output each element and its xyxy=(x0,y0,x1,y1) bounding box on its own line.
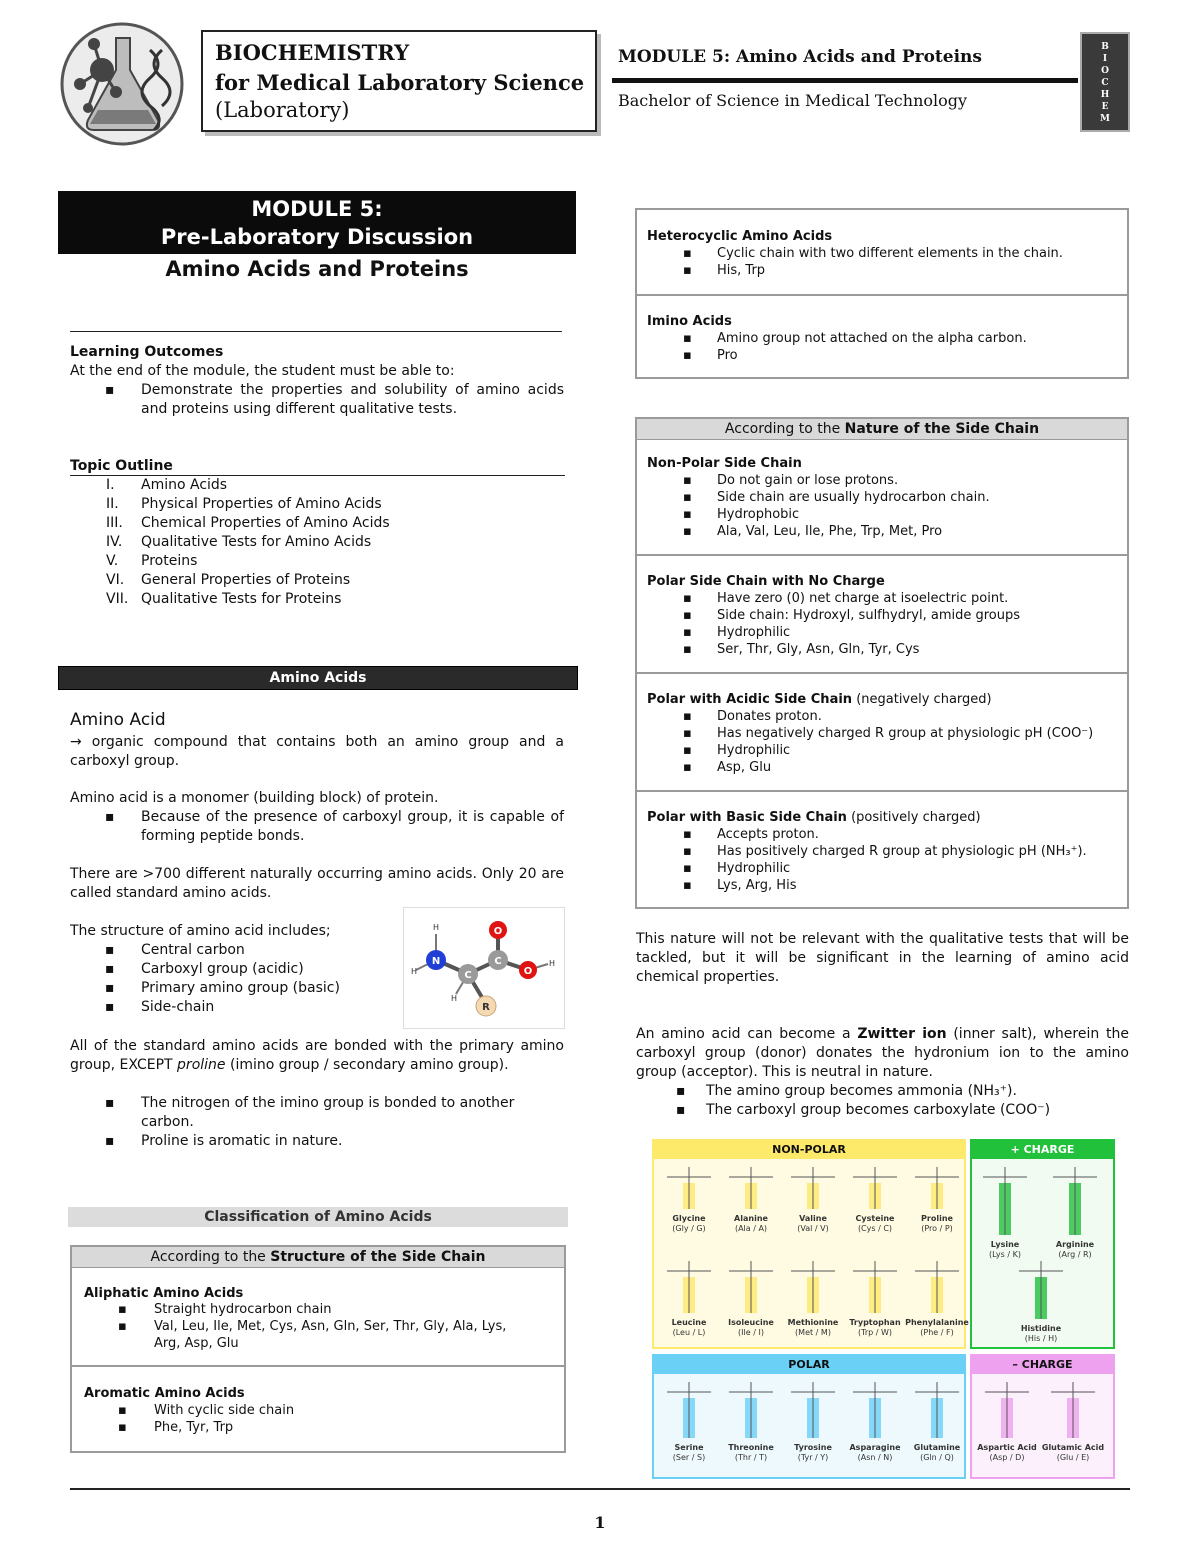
bullet-icon: ▪ xyxy=(118,1302,127,1317)
bullet-icon: ▪ xyxy=(676,1102,686,1118)
amino-acid-name: Glutamine xyxy=(913,1443,961,1452)
nonpolar-title: Non-Polar Side Chain xyxy=(647,456,802,471)
amino-acid-molecule-diagram xyxy=(403,907,565,1029)
structure-sketch-icon xyxy=(723,1380,779,1440)
atom-label: H xyxy=(432,923,440,932)
structure-sketch-icon xyxy=(661,1380,717,1440)
structure-box-header: According to the Structure of the Side Chain xyxy=(72,1247,564,1268)
amino-acid-code: (His / H) xyxy=(1024,1334,1058,1343)
side-tab-letter: M xyxy=(1100,114,1110,124)
nonpolar-panel-title: NON-POLAR xyxy=(654,1141,964,1159)
classification-section-bar: Classification of Amino Acids xyxy=(68,1207,568,1227)
box-separator xyxy=(637,790,1127,792)
side-tab-letter: E xyxy=(1101,102,1109,112)
page-number: 1 xyxy=(594,1513,606,1532)
outline-label: Qualitative Tests for Proteins xyxy=(141,591,342,607)
atom-label: R xyxy=(482,1002,490,1013)
nature-box-header: According to the Nature of the Side Chain xyxy=(637,419,1127,440)
acidic-item: ▪ Donates proton. xyxy=(683,709,822,724)
bullet-icon: ▪ xyxy=(683,861,692,876)
header-rule xyxy=(612,78,1078,83)
structure-item: ▪ Carboxyl group (acidic) xyxy=(105,961,304,977)
basic-item: ▪ Lys, Arg, His xyxy=(683,878,797,893)
polar-item: ▪ Ser, Thr, Gly, Asn, Gln, Tyr, Cys xyxy=(683,642,920,657)
bullet-icon: ▪ xyxy=(105,1133,115,1149)
amino-acid-code: (Leu / L) xyxy=(672,1328,706,1337)
bullet-icon: ▪ xyxy=(683,844,692,859)
learning-outcomes-heading: Learning Outcomes xyxy=(70,344,224,360)
amino-acid-name: Threonine xyxy=(728,1443,774,1452)
side-tab-letter: C xyxy=(1101,78,1109,88)
structure-item: ▪ Central carbon xyxy=(105,942,245,958)
bullet-icon: ▪ xyxy=(683,827,692,842)
bullet-icon: ▪ xyxy=(683,878,692,893)
amino-acid-code: (Glu / E) xyxy=(1056,1453,1090,1462)
structure-sketch-icon xyxy=(723,1165,779,1211)
amino-acid-tile xyxy=(1002,1259,1080,1344)
bullet-icon: ▪ xyxy=(683,490,692,505)
nature-side-chain-box xyxy=(635,417,1129,909)
negative-panel-title: – CHARGE xyxy=(972,1356,1113,1374)
aliphatic-item-cont: Arg, Asp, Glu xyxy=(154,1336,239,1351)
amino-acid-tile xyxy=(1036,1165,1114,1260)
amino-acid-name: Asparagine xyxy=(849,1443,901,1452)
outline-label: Physical Properties of Amino Acids xyxy=(141,496,382,512)
aliphatic-item: ▪ Straight hydrocarbon chain xyxy=(118,1302,332,1317)
amino-acid-name: Tryptophan xyxy=(849,1318,901,1327)
amino-acid-tile xyxy=(898,1165,976,1234)
proline-item: ▪ The nitrogen of the imino group is bonded to another carbon. xyxy=(105,1095,515,1130)
module-banner xyxy=(58,191,576,254)
imino-item: ▪ Amino group not attached on the alpha carbon. xyxy=(683,331,1027,346)
basic-item: ▪ Hydrophilic xyxy=(683,861,791,876)
heterocyclic-item: ▪ Cyclic chain with two different elements in the chain. xyxy=(683,246,1063,261)
outline-number: VII. xyxy=(106,591,129,607)
heterocyclic-title: Heterocyclic Amino Acids xyxy=(647,229,833,244)
amino-acid-code: (Lys / K) xyxy=(989,1250,1021,1259)
structure-sketch-icon xyxy=(1013,1259,1069,1321)
atom-label: H xyxy=(548,959,556,968)
outline-number: IV. xyxy=(106,534,123,550)
structure-sketch-icon xyxy=(661,1165,717,1211)
nonpolar-item: ▪ Hydrophobic xyxy=(683,507,800,522)
structure-sketch-icon xyxy=(785,1380,841,1440)
aromatic-item: ▪ With cyclic side chain xyxy=(118,1403,295,1418)
outline-number: III. xyxy=(106,515,123,531)
positive-panel xyxy=(970,1139,1115,1349)
heterocyclic-item: ▪ His, Trp xyxy=(683,263,766,278)
amino-acid-code: (Pro / P) xyxy=(921,1224,953,1233)
amino-acid-name: Proline xyxy=(921,1214,953,1223)
bullet-icon: ▪ xyxy=(683,524,692,539)
bullet-icon: ▪ xyxy=(105,809,115,825)
acidic-title: Polar with Acidic Side Chain (negatively charged) xyxy=(647,692,992,707)
aromatic-item: ▪ Phe, Tyr, Trp xyxy=(118,1420,234,1435)
imino-title: Imino Acids xyxy=(647,314,732,329)
outline-number: I. xyxy=(106,477,115,493)
bullet-icon: ▪ xyxy=(683,591,692,606)
bullet-icon: ▪ xyxy=(683,263,692,278)
outline-label: General Properties of Proteins xyxy=(141,572,351,588)
acidic-item: ▪ Hydrophilic xyxy=(683,743,791,758)
aromatic-title: Aromatic Amino Acids xyxy=(84,1386,245,1401)
structure-sketch-icon xyxy=(979,1380,1035,1440)
amino-acid-code: (Ile / I) xyxy=(738,1328,764,1337)
amino-acid-tile xyxy=(966,1165,1044,1260)
amino-acid-code: (Cys / C) xyxy=(857,1224,893,1233)
zwitter-text: An amino acid can become a Zwitter ion (inner salt), wherein the carboxyl group (donor) donates the hydronium ion to the amino group (acceptor). This is neutral in nature. xyxy=(636,1026,1129,1080)
amino-acid-code: (Ala / A) xyxy=(734,1224,768,1233)
structure-intro: The structure of amino acid includes; xyxy=(70,923,331,939)
bullet-icon: ▪ xyxy=(105,1095,115,1111)
amino-acid-name: Histidine xyxy=(1020,1324,1062,1333)
bullet-icon: ▪ xyxy=(683,473,692,488)
module-topic: Amino Acids and Proteins xyxy=(165,257,469,281)
outline-number: V. xyxy=(106,553,119,569)
outline-label: Proteins xyxy=(141,553,198,569)
heterocyclic-imino-box xyxy=(635,208,1129,379)
amino-acid-code: (Asn / N) xyxy=(857,1453,893,1462)
course-title-line1: BIOCHEMISTRY xyxy=(215,40,410,65)
atom-label: O xyxy=(523,966,533,977)
side-tab xyxy=(1080,32,1130,132)
negative-panel xyxy=(970,1354,1115,1479)
bullet-icon: ▪ xyxy=(683,743,692,758)
atom-label: N xyxy=(431,956,441,967)
bullet-icon: ▪ xyxy=(683,726,692,741)
bullet-icon: ▪ xyxy=(105,961,115,977)
structure-sketch-icon xyxy=(909,1380,965,1440)
aliphatic-title: Aliphatic Amino Acids xyxy=(84,1286,244,1301)
polar-panel xyxy=(652,1354,966,1479)
polar-item: ▪ Hydrophilic xyxy=(683,625,791,640)
structure-sketch-icon xyxy=(977,1165,1033,1237)
box-separator xyxy=(637,672,1127,674)
outline-label: Qualitative Tests for Amino Acids xyxy=(141,534,372,550)
bullet-icon: ▪ xyxy=(683,709,692,724)
footer-rule xyxy=(70,1488,1130,1490)
proline-text: All of the standard amino acids are bonded with the primary amino group, EXCEPT proline (imino group / secondary amino group). xyxy=(70,1038,564,1073)
nonpolar-item: ▪ Side chain are usually hydrocarbon chain. xyxy=(683,490,990,505)
structure-sketch-icon xyxy=(909,1259,965,1315)
structure-sketch-icon xyxy=(661,1259,717,1315)
aliphatic-item: ▪ Val, Leu, Ile, Met, Cys, Asn, Gln, Ser, Thr, Gly, Ala, Lys, xyxy=(118,1319,507,1334)
bullet-icon: ▪ xyxy=(118,1420,127,1435)
amino-acid-code: (Gln / Q) xyxy=(920,1453,954,1462)
polar-panel-title: POLAR xyxy=(654,1356,964,1374)
bullet-icon: ▪ xyxy=(105,980,115,996)
amino-acid-code: (Val / V) xyxy=(797,1224,829,1233)
imino-item: ▪ Pro xyxy=(683,348,738,363)
basic-item: ▪ Has positively charged R group at physiologic pH (NH₃⁺). xyxy=(683,844,1087,859)
amino-acid-tile xyxy=(898,1380,976,1463)
polar-item: ▪ Side chain: Hydroxyl, sulfhydryl, amide groups xyxy=(683,608,1021,623)
amino-acid-name: Phenylalanine xyxy=(905,1318,969,1327)
side-tab-letter: H xyxy=(1100,90,1110,100)
course-title-line3: (Laboratory) xyxy=(215,98,350,122)
divider xyxy=(70,331,562,332)
amino-acid-code: (Tyr / Y) xyxy=(797,1453,829,1462)
side-tab-letter: I xyxy=(1102,54,1108,64)
amino-acid-name: Aspartic Acid xyxy=(977,1443,1037,1452)
nonpolar-item: ▪ Ala, Val, Leu, Ile, Phe, Trp, Met, Pro xyxy=(683,524,943,539)
outline-number: II. xyxy=(106,496,119,512)
side-tab-letter: O xyxy=(1101,66,1109,76)
amino-acid-code: (Phe / F) xyxy=(920,1328,954,1337)
acidic-item: ▪ Asp, Glu xyxy=(683,760,772,775)
structure-sketch-icon xyxy=(785,1165,841,1211)
amino-acid-name: Isoleucine xyxy=(728,1318,774,1327)
monomer-bullet: ▪ Because of the presence of carboxyl group, it is capable of forming peptide bonds. xyxy=(105,809,564,844)
atom-label: O xyxy=(493,926,503,937)
amino-acid-chart xyxy=(652,1139,1115,1479)
topic-outline-heading: Topic Outline xyxy=(70,458,173,474)
zwitter-item: ▪ The carboxyl group becomes carboxylate (COO⁻) xyxy=(676,1102,1051,1118)
amino-acid-name: Glycine xyxy=(672,1214,706,1223)
side-tab-letter: B xyxy=(1101,42,1109,52)
nonpolar-item: ▪ Do not gain or lose protons. xyxy=(683,473,899,488)
atom-label: H xyxy=(410,967,418,976)
structure-sketch-icon xyxy=(847,1165,903,1211)
course-title-box xyxy=(201,30,597,132)
nonpolar-panel xyxy=(652,1139,969,1349)
bullet-icon: ▪ xyxy=(683,507,692,522)
bullet-icon: ▪ xyxy=(683,246,692,261)
bullet-icon: ▪ xyxy=(105,382,115,398)
proline-item: ▪ Proline is aromatic in nature. xyxy=(105,1133,343,1149)
structure-sketch-icon xyxy=(847,1259,903,1315)
polar-title: Polar Side Chain with No Charge xyxy=(647,574,885,589)
amino-acid-name: Cysteine xyxy=(855,1214,895,1223)
acidic-item: ▪ Has negatively charged R group at physiologic pH (COO⁻) xyxy=(683,726,1094,741)
module-banner-line1: MODULE 5: xyxy=(251,197,383,221)
amino-acid-name: Valine xyxy=(799,1214,827,1223)
amino-acid-code: (Gly / G) xyxy=(672,1224,706,1233)
box-separator xyxy=(72,1365,564,1367)
module-banner-line2: Pre-Laboratory Discussion xyxy=(160,225,474,249)
biochemistry-logo-icon xyxy=(58,20,186,148)
structure-sketch-icon xyxy=(1047,1165,1103,1237)
bullet-icon: ▪ xyxy=(105,999,115,1015)
bullet-icon: ▪ xyxy=(683,608,692,623)
box-separator xyxy=(637,554,1127,556)
amino-acid-code: (Trp / W) xyxy=(857,1328,892,1337)
structure-sketch-icon xyxy=(847,1380,903,1440)
module-title: MODULE 5: Amino Acids and Proteins xyxy=(618,47,982,67)
amino-acids-section-bar: Amino Acids xyxy=(58,666,578,690)
bullet-icon: ▪ xyxy=(676,1083,686,1099)
amino-acid-name: Lysine xyxy=(990,1240,1020,1249)
amino-acid-name: Alanine xyxy=(734,1214,768,1223)
outline-number: VI. xyxy=(106,572,125,588)
outline-label: Chemical Properties of Amino Acids xyxy=(141,515,390,531)
bullet-icon: ▪ xyxy=(683,625,692,640)
amino-acid-name: Tyrosine xyxy=(794,1443,832,1452)
box-separator xyxy=(637,294,1127,296)
amino-acid-tile xyxy=(1034,1380,1112,1463)
bullet-icon: ▪ xyxy=(118,1319,127,1334)
amino-acid-code: (Ser / S) xyxy=(672,1453,706,1462)
relevance-text: This nature will not be relevant with the qualitative tests that will be tackled, but it will be significant in the learning of amino acid chemical properties. xyxy=(636,931,1129,985)
atom-label: H xyxy=(450,994,458,1003)
polar-item: ▪ Have zero (0) net charge at isoelectric point. xyxy=(683,591,1009,606)
amino-acid-code: (Met / M) xyxy=(795,1328,831,1337)
structure-item: ▪ Primary amino group (basic) xyxy=(105,980,340,996)
atom-label: C xyxy=(494,956,502,967)
amino-acid-name: Leucine xyxy=(671,1318,707,1327)
structure-sketch-icon xyxy=(785,1259,841,1315)
learning-outcome-item: ▪ Demonstrate the properties and solubility of amino acids and proteins using different qualitative tests. xyxy=(105,382,564,417)
atom-label: C xyxy=(464,970,472,981)
amino-acid-tile xyxy=(898,1259,976,1338)
course-title-line2: for Medical Laboratory Science xyxy=(215,70,585,95)
structure-side-chain-box xyxy=(70,1245,566,1453)
learning-outcomes-intro: At the end of the module, the student must be able to: xyxy=(70,363,455,379)
structure-sketch-icon xyxy=(1045,1380,1101,1440)
bullet-icon: ▪ xyxy=(683,331,692,346)
amino-acid-code: (Thr / T) xyxy=(734,1453,768,1462)
amino-acid-name: Serine xyxy=(674,1443,704,1452)
amino-acid-heading: Amino Acid xyxy=(70,710,166,730)
positive-panel-title: + CHARGE xyxy=(972,1141,1113,1159)
structure-sketch-icon xyxy=(723,1259,779,1315)
bullet-icon: ▪ xyxy=(683,760,692,775)
structure-item: ▪ Side-chain xyxy=(105,999,215,1015)
program-name: Bachelor of Science in Medical Technology xyxy=(618,91,968,110)
amino-count-text: There are >700 different naturally occurring amino acids. Only 20 are called standard amino acids. xyxy=(70,866,564,901)
amino-acid-name: Methionine xyxy=(787,1318,839,1327)
monomer-text: Amino acid is a monomer (building block) of protein. xyxy=(70,790,439,806)
outline-label: Amino Acids xyxy=(141,477,228,493)
zwitter-item: ▪ The amino group becomes ammonia (NH₃⁺). xyxy=(676,1083,1017,1099)
amino-acid-code: (Arg / R) xyxy=(1058,1250,1092,1259)
bullet-icon: ▪ xyxy=(683,348,692,363)
basic-title: Polar with Basic Side Chain (positively charged) xyxy=(647,810,981,825)
bullet-icon: ▪ xyxy=(105,942,115,958)
amino-acid-definition: → organic compound that contains both an amino group and a carboxyl group. xyxy=(70,734,564,769)
amino-acid-code: (Asp / D) xyxy=(989,1453,1025,1462)
amino-acid-name: Arginine xyxy=(1055,1240,1095,1249)
amino-acid-name: Glutamic Acid xyxy=(1041,1443,1105,1452)
bullet-icon: ▪ xyxy=(683,642,692,657)
basic-item: ▪ Accepts proton. xyxy=(683,827,819,842)
bullet-icon: ▪ xyxy=(118,1403,127,1418)
structure-sketch-icon xyxy=(909,1165,965,1211)
